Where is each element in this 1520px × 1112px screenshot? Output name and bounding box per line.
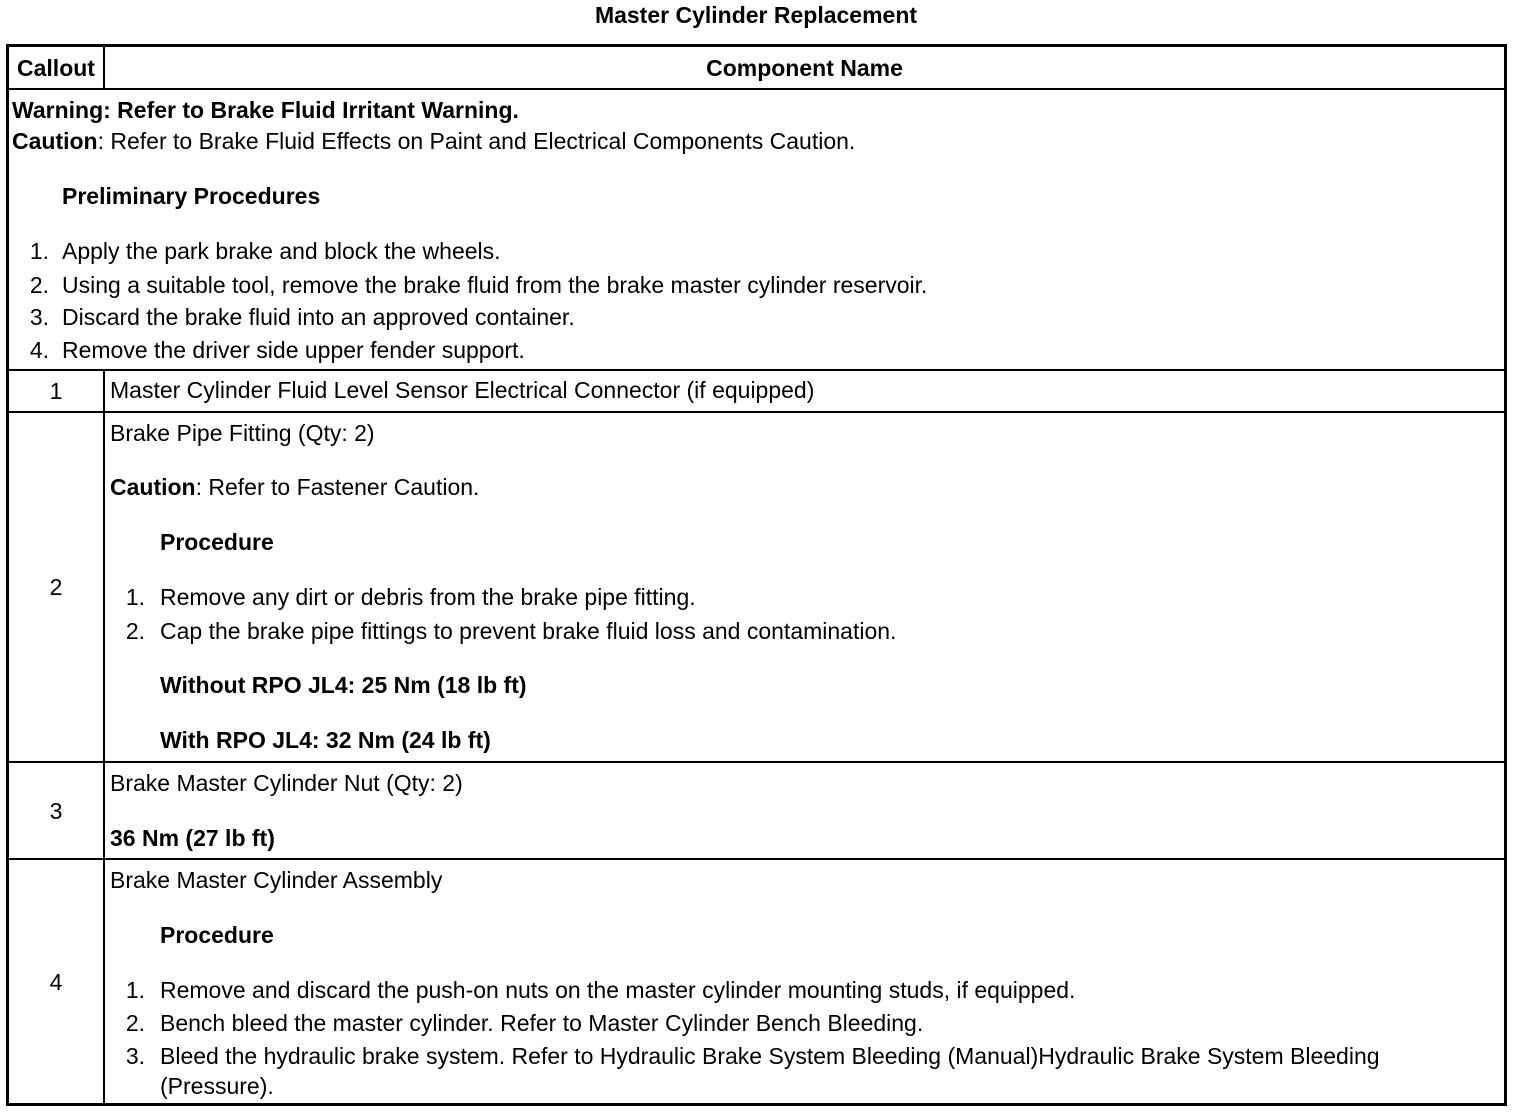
callout-number: 2: [49, 574, 63, 600]
component-cell: [105, 860, 1504, 1103]
callout-cell: [9, 413, 105, 761]
preliminary-procedures-heading: Preliminary Procedures: [62, 183, 321, 209]
intro-row: [9, 88, 1504, 369]
caution-text: : Refer to Brake Fluid Effects on Paint and Electrical Components Caution.: [97, 128, 856, 154]
table-row: [9, 858, 1504, 1103]
list-item: Remove any dirt or debris from the brake pipe fitting.: [160, 584, 696, 610]
component-cell: [105, 763, 1504, 858]
step-number: 3.: [29, 304, 49, 330]
list-item: Apply the park brake and block the wheels.: [62, 238, 501, 264]
callout-cell: [9, 763, 105, 858]
step-number: 3.: [125, 1043, 145, 1069]
step-number: 2.: [29, 272, 49, 298]
list-item: Bench bleed the master cylinder. Refer to Master Cylinder Bench Bleeding.: [160, 1010, 924, 1036]
caution-label: Caution: [12, 128, 98, 154]
list-item-continuation: (Pressure).: [160, 1073, 274, 1099]
step-number: 1.: [125, 977, 145, 1003]
table-row: [9, 369, 1504, 411]
list-item: Using a suitable tool, remove the brake fluid from the brake master cylinder reservoir.: [62, 272, 928, 298]
torque-spec-with: With RPO JL4: 32 Nm (24 lb ft): [160, 727, 491, 753]
caution-line: [110, 472, 479, 502]
callout-number: 3: [49, 797, 63, 824]
torque-spec: 36 Nm (27 lb ft): [110, 825, 275, 851]
callout-header-cell: [9, 47, 105, 88]
component-name: Brake Master Cylinder Assembly: [110, 867, 443, 893]
component-cell: [105, 371, 1504, 411]
procedure-table: [6, 44, 1507, 1106]
document-title: Master Cylinder Replacement: [594, 2, 918, 28]
table-row: [9, 411, 1504, 761]
list-item: Cap the brake pipe fittings to prevent brake fluid loss and contamination.: [160, 618, 897, 644]
component-cell: [105, 413, 1504, 761]
warning-line: [12, 95, 519, 125]
component-header-cell: [105, 47, 1504, 88]
step-number: 4.: [29, 337, 49, 363]
step-number: 2.: [125, 618, 145, 644]
component-name: Brake Pipe Fitting (Qty: 2): [110, 420, 375, 446]
procedure-heading: Procedure: [160, 922, 274, 948]
step-number: 1.: [125, 584, 145, 610]
callout-number: 1: [49, 378, 63, 404]
list-item: Bleed the hydraulic brake system. Refer to Hydraulic Brake System Bleeding (Manual)Hydraulic Brake System Bleeding: [160, 1043, 1380, 1069]
caution-line: [12, 126, 855, 156]
warning-text: Refer to Brake Fluid Irritant Warning.: [110, 97, 519, 123]
list-item: Discard the brake fluid into an approved container.: [62, 304, 575, 330]
table-header-row: [9, 47, 1504, 88]
callout-header: Callout: [17, 54, 95, 81]
procedure-heading: Procedure: [160, 529, 274, 555]
component-name: Brake Master Cylinder Nut (Qty: 2): [110, 770, 463, 796]
step-number: 1.: [29, 238, 49, 264]
list-item: Remove and discard the push-on nuts on the master cylinder mounting studs, if equipped.: [160, 977, 1076, 1003]
component-header: Component Name: [706, 54, 903, 81]
callout-cell: [9, 371, 105, 411]
caution-label: Caution: [110, 474, 196, 500]
component-name: Master Cylinder Fluid Level Sensor Electrical Connector (if equipped): [110, 377, 815, 403]
callout-cell: [9, 860, 105, 1103]
warning-label: Warning:: [12, 97, 111, 123]
caution-text: : Refer to Fastener Caution.: [195, 474, 480, 500]
torque-spec-without: Without RPO JL4: 25 Nm (18 lb ft): [160, 672, 527, 698]
list-item: Remove the driver side upper fender support.: [62, 337, 525, 363]
table-row: [9, 761, 1504, 858]
callout-number: 4: [49, 968, 63, 995]
step-number: 2.: [125, 1010, 145, 1036]
